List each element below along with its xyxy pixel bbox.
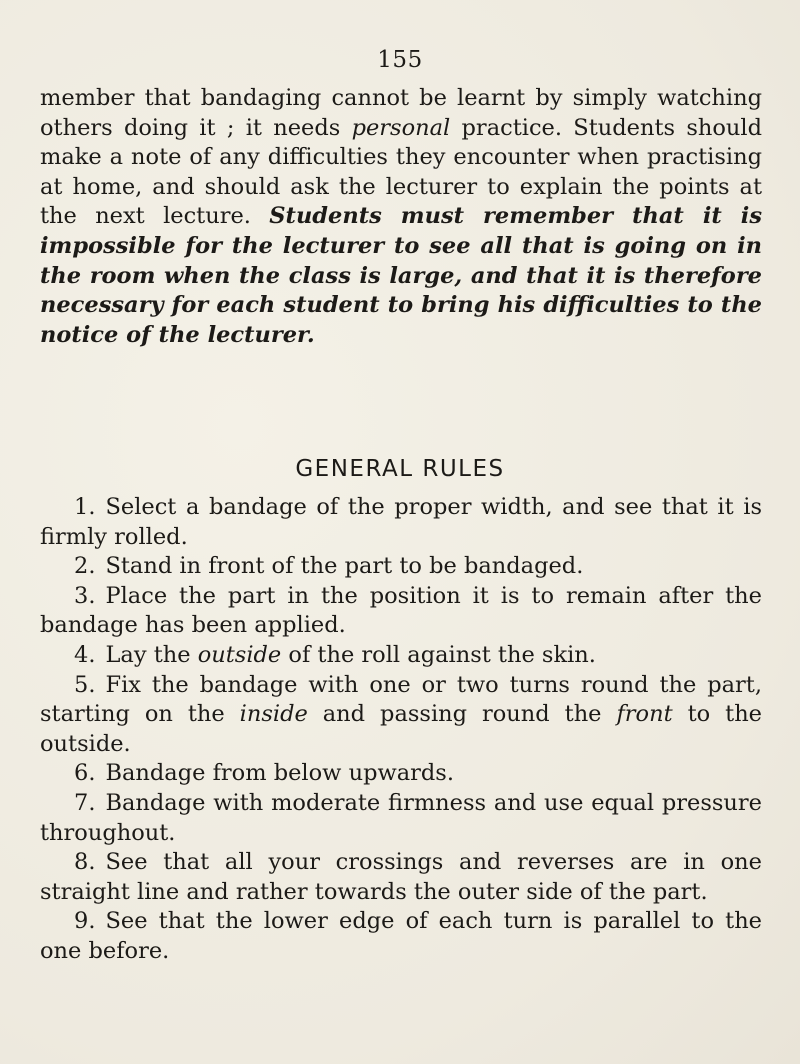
rule-text: See that all your crossings and reverses are in one straight line and rather towards the outer side of the part. xyxy=(40,849,762,905)
rule-number: 7. xyxy=(74,789,96,816)
intro-paragraph xyxy=(40,84,762,350)
intro-text-continued: practice. Students should make a note of any difficulties they encounter when practising at home, and should ask the lecturer to explain the points at the next lecture. xyxy=(40,114,763,230)
rule-number: 2. xyxy=(74,553,96,580)
rule-text: and passing round the xyxy=(307,701,617,728)
rule-text: Stand in front of the part to be bandaged. xyxy=(105,553,584,580)
rule-item xyxy=(40,848,762,907)
rule-item xyxy=(40,789,762,848)
rule-text: Select a bandage of the proper width, and see that it is firmly rolled. xyxy=(40,494,762,550)
rule-item xyxy=(40,493,762,552)
intro-emphasis: personal xyxy=(351,114,451,141)
rule-text: Fix the bandage with one or two turns round the part, starting on the xyxy=(40,671,762,728)
rule-item xyxy=(40,582,762,641)
rule-text: See that the lower edge of each turn is parallel to the one before. xyxy=(40,908,762,964)
rule-text: to the outside. xyxy=(40,701,762,757)
rule-item xyxy=(40,641,762,671)
rule-number: 3. xyxy=(74,582,96,609)
rule-text: Place the part in the position it is to remain after the bandage has been applied. xyxy=(40,582,762,639)
intro-warning: Students must remember that it is impossible for the lecturer to see all that is going on in the room when the class is large, and that it is therefore necessary for each student to bring his difficulties to the notice of the lecturer. xyxy=(40,203,762,348)
rule-text: of the roll against the skin. xyxy=(281,641,596,668)
rule-number: 5. xyxy=(74,671,96,698)
rule-text: Bandage with moderate firmness and use equal pressure throughout. xyxy=(40,789,762,846)
section-heading: GENERAL RULES xyxy=(295,456,505,482)
rule-number: 9. xyxy=(74,908,96,935)
rule-item xyxy=(40,907,762,966)
rules-list xyxy=(40,493,762,967)
rule-emphasis: outside xyxy=(197,641,282,668)
rule-item xyxy=(40,759,762,789)
rule-text: Bandage from below upwards. xyxy=(105,760,455,787)
rule-number: 4. xyxy=(74,641,96,668)
intro-text-start: member that bandaging cannot be learnt by simply watching others doing it ; it needs xyxy=(40,85,762,141)
rule-item xyxy=(40,552,762,582)
rule-item xyxy=(40,671,762,760)
rule-emphasis: inside xyxy=(239,701,308,728)
rule-number: 1. xyxy=(74,494,96,520)
page-number: 155 xyxy=(377,47,423,73)
rule-number: 8. xyxy=(74,849,96,876)
rule-text: Lay the xyxy=(105,641,198,668)
rule-number: 6. xyxy=(74,760,96,787)
rule-emphasis: front xyxy=(616,701,673,728)
